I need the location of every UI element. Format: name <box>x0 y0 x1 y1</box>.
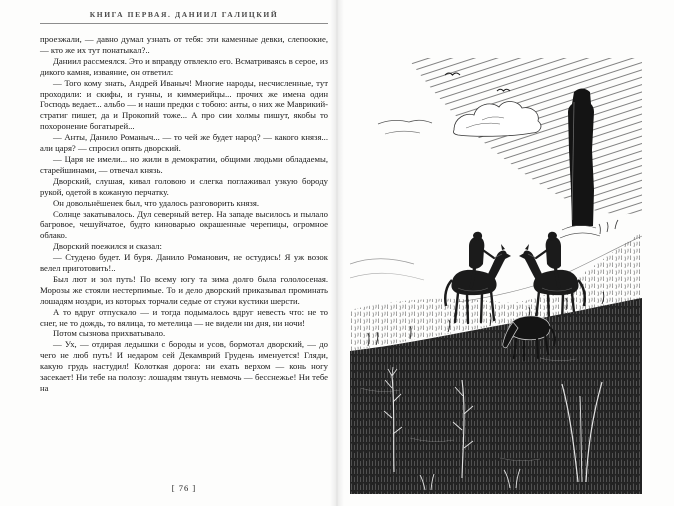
paragraph: Даниил рассмеялся. Это и вправду отвлекло его. Всматриваясь в серое, из дикого камня, изваяние, он ответил: <box>40 55 328 77</box>
page-number: [ 76 ] <box>171 483 197 493</box>
paragraph: А то вдруг отпускало — и тогда подымалось вдруг невесть что: не то снег, не то дождь, то вялица, то метелица — не видели ни дня, ни ночи! <box>40 306 328 328</box>
paragraph: проезжали, — давно думал узнать от тебя: эти каменные девки, слепоокие, — кто же их тут понатыкал?.. <box>40 34 328 55</box>
header-rule <box>40 23 328 24</box>
paragraph: — Студено будет. И буря. Данило Романович, не остудись! Я уж возок велел приготовить!.. <box>40 252 328 274</box>
paragraph: — Царя не имели... но жили в демократии, общими людьми обладаемы, старейшинами, — отвечал князь. <box>40 153 328 175</box>
paragraph: Был лют и зол путь! По всему югу та зима долго была гололосеная. Морозы же стояли нестерпимые. То и дело дворский приказывал проминать лошадям ноздри, из которых торчали седые от стужи кустики шерсти. <box>40 273 328 306</box>
text-block <box>40 34 328 394</box>
distant-hills <box>350 259 424 280</box>
paragraph: Солнце закатывалось. Дул северный ветер. На западе высилось и пылало багровое, чешуйчатое, будто киноварью окрашенные черепицы, огромное облако. <box>40 208 328 241</box>
paragraph: Дворский, слушая, кивал головою и слегка поглаживал узкую бороду рукой, одетой в кожаную перчатку. <box>40 175 328 197</box>
paragraph: — Ух, — отдирая ледышки с бороды и усов, бормотал дворский, — до чего не люб путь! И недаром сей Декамврий Грудень именуется! Гляди, какую грудь настудил! Колоткая дорога: ни ехать верхом — конь ногу засекает! Ни тебе на полозу: лошадям тянуть невмочь — бесснежье! Ни тебе на <box>40 339 328 393</box>
page-left <box>40 10 328 498</box>
book-gutter <box>330 0 344 506</box>
illustration-steppe-horsemen-and-stone-idol <box>350 58 642 498</box>
paragraph: — Анты, Данило Романыч... — то чей же будет народ? — какого князя... али царя? — спросил опять дворский. <box>40 132 328 154</box>
paragraph: Он довольнёшенек был, что удалось разговорить князя. <box>53 197 260 208</box>
paragraph: Потом сызнова прихватывало. <box>53 328 166 339</box>
sky-hatching <box>408 58 642 214</box>
paragraph: Дворский поежился и сказал: <box>53 241 162 252</box>
running-head: КНИГА ПЕРВАЯ. ДАНИИЛ ГАЛИЦКИЙ <box>89 10 279 19</box>
page-right <box>344 0 650 506</box>
paragraph: — Того кому знать, Андрей Иваныч! Многие народы, несчисленные, тут проходили: и скифы, и гунны, и киммерийцы... прочих же имена один Господь ведает... альбо — и наши предки с тобою: анты, о них же Маврикий-стратиг пишет, да и Прокопий тоже... А про сии холмы пишут, якобы то похоронение богатырей... <box>40 77 328 132</box>
